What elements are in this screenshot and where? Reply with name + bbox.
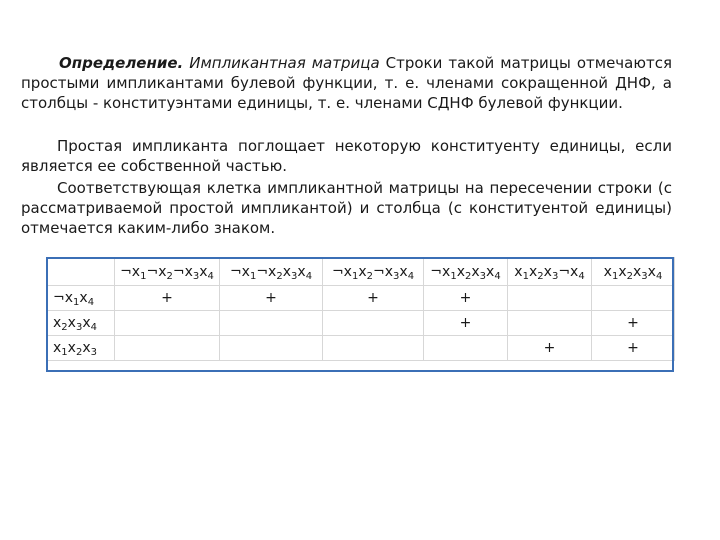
- marking-paragraph: [21, 178, 672, 238]
- matrix-cell: +: [424, 311, 508, 336]
- matrix-header-row: [47, 258, 675, 286]
- matrix-cell: [508, 311, 592, 336]
- matrix-cell: [592, 286, 675, 311]
- constituent-header-4: $\neg x_1x_2x_3x_4$: [424, 258, 508, 286]
- matrix-cell: +: [115, 286, 220, 311]
- constituent-header-5: $x_1x_2x_3\neg x_4$: [508, 258, 592, 286]
- constituent-header-6: $x_1x_2x_3x_4$: [592, 258, 675, 286]
- absorption-text: Простая импликанта поглощает некоторую конституенту единицы, если является ее собственной частью.: [21, 137, 672, 175]
- constituent-header-2: $\neg x_1\neg x_2x_3x_4$: [220, 258, 323, 286]
- implicant-matrix: [46, 257, 675, 361]
- matrix-cell: [115, 336, 220, 361]
- matrix-cell: [220, 311, 323, 336]
- matrix-cell: +: [424, 286, 508, 311]
- matrix-cell: [424, 336, 508, 361]
- matrix-cell: [323, 311, 424, 336]
- definition-text: Строки такой матрицы отмечаются простыми импликантами булевой функции, т. е. членами сокращенной ДНФ, а столбцы - конституэнтами единицы, т. е. членами СДНФ булевой функции.: [21, 54, 672, 112]
- absorption-paragraph: [21, 136, 672, 176]
- matrix-cell: [323, 336, 424, 361]
- implicant-label-3: $x_1x_2x_3$: [47, 336, 115, 361]
- matrix-cell: [115, 311, 220, 336]
- matrix-cell: +: [592, 311, 675, 336]
- matrix-cell: +: [323, 286, 424, 311]
- matrix-cell: +: [592, 336, 675, 361]
- implicant-label-1: $\neg x_1x_4$: [47, 286, 115, 311]
- matrix-cell: [508, 286, 592, 311]
- definition-title: Импликантная матрица: [189, 54, 380, 72]
- implicant-row: [47, 336, 675, 361]
- matrix-cell: +: [220, 286, 323, 311]
- definition-paragraph: [21, 53, 672, 113]
- implicant-row: [47, 286, 675, 311]
- definition-term: [59, 54, 380, 72]
- matrix-cell: +: [508, 336, 592, 361]
- constituent-header-1: $\neg x_1\neg x_2\neg x_3x_4$: [115, 258, 220, 286]
- matrix-cell: [220, 336, 323, 361]
- matrix-corner-cell: [47, 258, 115, 286]
- implicant-row: [47, 311, 675, 336]
- constituent-header-3: $\neg x_1x_2\neg x_3x_4$: [323, 258, 424, 286]
- implicant-label-2: $x_2x_3x_4$: [47, 311, 115, 336]
- marking-text: Соответствующая клетка импликантной матрицы на пересечении строки (с рассматриваемой простой импликантой) и столбца (с конституентой единицы) отмечается каким-либо знаком.: [21, 179, 672, 237]
- definition-label: Определение.: [59, 54, 184, 72]
